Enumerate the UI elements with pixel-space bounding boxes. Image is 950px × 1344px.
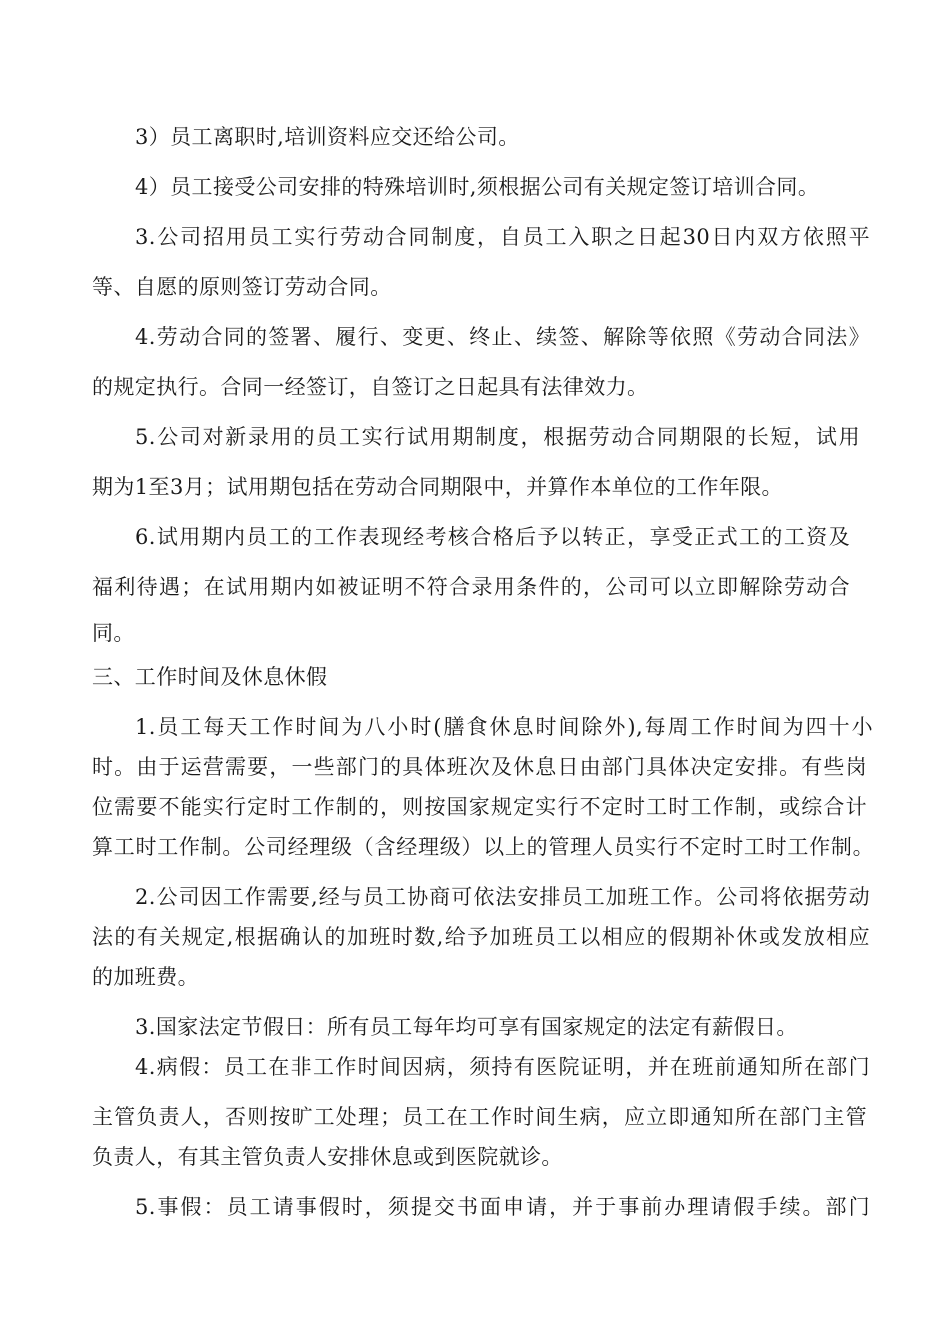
text-line: 同。 — [92, 621, 135, 645]
text-line: 5.事假：员工请事假时，须提交书面申请，并于事前办理请假手续。部门 — [135, 1195, 870, 1219]
text-line: 期为1至3月；试用期包括在劳动合同期限中，并算作本单位的工作年限。 — [92, 475, 783, 499]
text-line: 福利待遇；在试用期内如被证明不符合录用条件的，公司可以立即解除劳动合 — [92, 575, 850, 599]
text-line: 2.公司因工作需要,经与员工协商可依法安排员工加班工作。公司将依据劳动 — [135, 885, 870, 909]
text-line: 3）员工离职时,培训资料应交还给公司。 — [135, 125, 520, 149]
text-line: 时。由于运营需要，一些部门的具体班次及休息日由部门具体决定安排。有些岗 — [92, 755, 867, 779]
text-line: 4.劳动合同的签署、履行、变更、终止、续签、解除等依照《劳动合同法》 — [135, 325, 870, 349]
section-heading: 三、工作时间及休息休假 — [92, 665, 328, 689]
text-line: 6.试用期内员工的工作表现经考核合格后予以转正，享受正式工的工资及 — [135, 525, 850, 549]
text-line: 5.公司对新录用的员工实行试用期制度，根据劳动合同期限的长短，试用 — [135, 425, 860, 449]
text-line: 3.公司招用员工实行劳动合同制度，自员工入职之日起30日内双方依照平 — [135, 225, 870, 249]
text-line: 4.病假：员工在非工作时间因病，须持有医院证明，并在班前通知所在部门 — [135, 1055, 870, 1079]
text-line: 负责人，有其主管负责人安排休息或到医院就诊。 — [92, 1145, 563, 1169]
text-line: 主管负责人，否则按旷工处理；员工在工作时间生病，应立即通知所在部门主管 — [92, 1105, 867, 1129]
text-line: 的规定执行。合同一经签订，自签订之日起具有法律效力。 — [92, 375, 649, 399]
text-line: 1.员工每天工作时间为八小时(膳食休息时间除外),每周工作时间为四十小 — [135, 715, 873, 739]
text-line: 算工时工作制。公司经理级（含经理级）以上的管理人员实行不定时工时工作制。 — [92, 835, 874, 859]
text-line: 的加班费。 — [92, 965, 199, 989]
text-line: 4）员工接受公司安排的特殊培训时,须根据公司有关规定签订培训合同。 — [135, 175, 820, 199]
text-line: 等、自愿的原则签订劳动合同。 — [92, 275, 392, 299]
text-line: 法的有关规定,根据确认的加班时数,给予加班员工以相应的假期补休或发放相应 — [92, 925, 870, 949]
text-line: 位需要不能实行定时工作制的，则按国家规定实行不定时工时工作制，或综合计 — [92, 795, 867, 819]
text-line: 3.国家法定节假日：所有员工每年均可享有国家规定的法定有薪假日。 — [135, 1015, 798, 1039]
